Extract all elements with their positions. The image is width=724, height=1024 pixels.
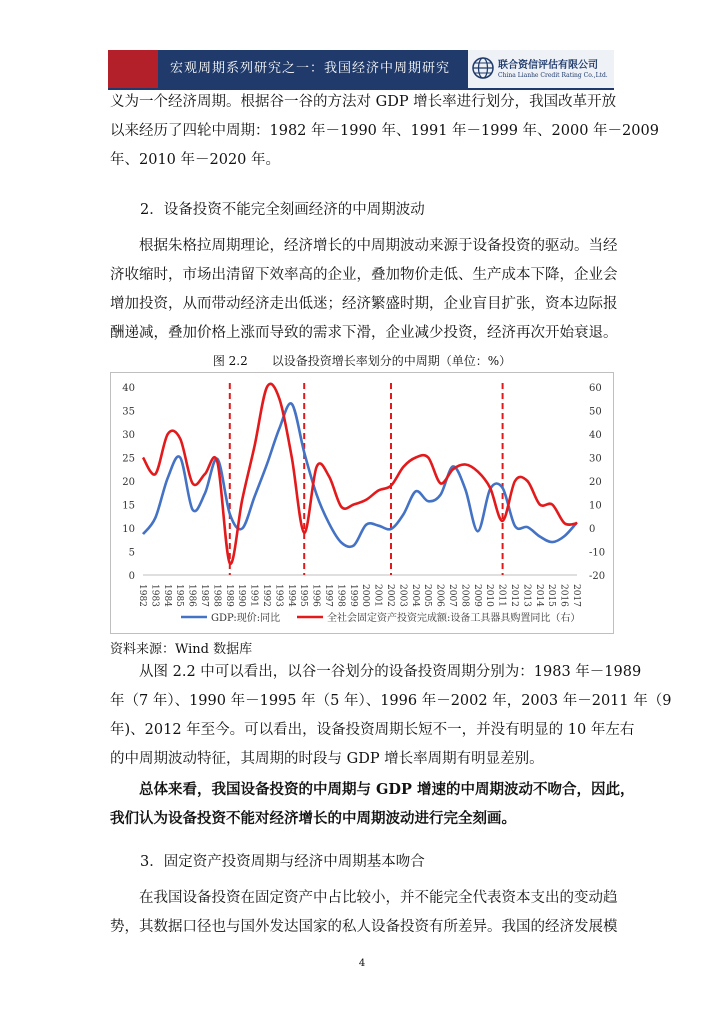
x-tick-label: 1987	[199, 584, 209, 607]
y-right-tick-label: 0	[589, 524, 596, 535]
y-right-tick-label: 30	[589, 453, 602, 465]
x-tick-label: 2013	[521, 584, 532, 607]
x-tick-label: 1994	[285, 584, 296, 607]
page-header	[108, 50, 614, 88]
header-red-block	[108, 50, 158, 88]
y-left-tick-label: 30	[122, 430, 135, 441]
x-tick-label: 1991	[248, 584, 259, 607]
x-tick-label: 2000	[360, 584, 371, 607]
text-line: 以来经历了四轮中周期：1982 年－1990 年、1991 年－1999 年、2000 年－2009	[110, 123, 659, 139]
legend-label-equipment: 全社会固定资产投资完成额:设备工具器具购置同比（右）	[327, 613, 581, 624]
x-tick-label: 2005	[422, 584, 433, 607]
section-heading-3: 3．固定资产投资周期与经济中周期基本吻合	[140, 854, 425, 870]
paragraph-analysis	[110, 658, 672, 774]
x-tick-label: 1996	[310, 584, 321, 607]
logo-company-name-en: China Lianhe Credit Rating Co.,Ltd.	[498, 72, 608, 79]
x-tick-label: 1990	[236, 584, 247, 607]
x-tick-label: 2008	[459, 584, 470, 607]
x-tick-label: 2001	[372, 584, 383, 607]
x-tick-label: 1997	[323, 584, 333, 607]
y-left-tick-label: 0	[128, 571, 135, 582]
y-right-tick-label: 10	[589, 500, 602, 512]
y-right-tick-label: 50	[589, 406, 602, 418]
y-right-tick-label: 60	[589, 383, 602, 394]
y-right-tick-label: -20	[589, 571, 606, 582]
chart-svg	[111, 373, 613, 633]
paragraph-intro	[110, 88, 659, 175]
page-number: 4	[358, 958, 366, 969]
text-line: 义为一个经济周期。根据谷一谷的方法对 GDP 增长率进行划分，我国改革开放	[110, 94, 617, 110]
paragraph-conclusion	[110, 775, 635, 833]
x-tick-label: 2014	[533, 584, 544, 607]
x-tick-label: 1992	[261, 584, 271, 607]
x-tick-label: 1984	[161, 584, 172, 607]
text-line: 的中周期波动特征，其周期的时段与 GDP 增长率周期有明显差别。	[110, 751, 544, 767]
cycle-chart	[110, 372, 614, 634]
paragraph-juglar	[110, 232, 618, 348]
header-title: 宏观周期系列研究之一：我国经济中周期研究	[170, 61, 451, 76]
y-left-tick-label: 40	[122, 383, 135, 394]
x-tick-label: 2007	[447, 584, 457, 607]
company-logo	[468, 50, 614, 88]
text-line: 增加投资，从而带动经济走出低迷；经济繁盛时期，企业盲目扩张，资本边际报	[110, 296, 618, 312]
text-line: 济收缩时，市场出清留下效率高的企业，叠加物价走低、生产成本下降，企业会	[110, 267, 618, 283]
x-tick-label: 1985	[174, 584, 185, 607]
figure-caption: 图 2.2 以设备投资增长率划分的中周期（单位：%）	[212, 354, 512, 368]
y-left-tick-label: 10	[122, 524, 135, 535]
x-tick-label: 2012	[509, 584, 519, 607]
text-line: 总体来看，我国设备投资的中周期与 GDP 增速的中周期波动不吻合，因此，	[139, 781, 635, 798]
text-line: 年)、2012 年至今。可以看出，设备投资周期长短不一，并没有明显的 10 年左右	[110, 722, 635, 738]
x-tick-label: 2004	[409, 584, 420, 607]
section-heading-2: 2．设备投资不能完全刻画经济的中周期波动	[140, 202, 425, 218]
y-left-tick-label: 35	[122, 406, 135, 418]
text-line: 势，其数据口径也与国外发达国家的私人设备投资有所差异。我国的经济发展模	[110, 919, 618, 935]
source-note: 资料来源：Wind 数据库	[110, 642, 253, 657]
text-line: 酬递减，叠加价格上涨而导致的需求下滑，企业减少投资，经济再次开始衰退。	[110, 325, 618, 341]
gdp-series-line	[143, 403, 577, 546]
x-tick-label: 2015	[546, 584, 557, 607]
x-tick-label: 1989	[223, 584, 234, 607]
y-left-tick-label: 20	[122, 477, 135, 488]
text-line: 在我国设备投资在固定资产中占比较小，并不能完全代表资本支出的变动趋	[139, 890, 618, 906]
x-tick-label: 1986	[186, 584, 197, 607]
y-left-tick-label: 5	[128, 547, 135, 559]
x-tick-label: 2003	[397, 584, 408, 607]
x-tick-label: 2016	[558, 584, 569, 607]
text-line: 年、2010 年－2020 年。	[110, 152, 281, 168]
x-tick-label: 2006	[434, 584, 445, 607]
logo-globe-icon	[472, 57, 494, 79]
x-tick-label: 2010	[484, 584, 495, 607]
text-line: 根据朱格拉周期理论，经济增长的中周期波动来源于设备投资的驱动。当经	[139, 238, 618, 254]
x-tick-label: 1982	[137, 584, 147, 607]
x-tick-label: 1993	[273, 584, 284, 607]
text-line: 年（7 年）、1990 年－1995 年（5 年）、1996 年－2002 年，2003 年－2011 年（9	[110, 693, 672, 709]
x-tick-label: 2011	[496, 584, 507, 607]
y-right-tick-label: 20	[589, 477, 602, 488]
logo-company-name: 联合资信评估有限公司	[498, 60, 598, 71]
legend-label-gdp: GDP:现价:同比	[211, 613, 281, 624]
x-tick-label: 1988	[211, 584, 222, 607]
x-tick-label: 1995	[298, 584, 309, 607]
y-right-tick-label: 40	[589, 430, 602, 441]
paragraph-fixed-assets	[110, 884, 618, 942]
x-tick-label: 2017	[571, 584, 581, 607]
x-tick-label: 1999	[347, 584, 358, 607]
y-left-tick-label: 15	[122, 500, 135, 512]
x-tick-label: 2009	[471, 584, 482, 607]
y-left-tick-label: 25	[122, 453, 135, 465]
x-tick-label: 2002	[385, 584, 395, 607]
x-tick-label: 1998	[335, 584, 346, 607]
text-line: 从图 2.2 中可以看出，以谷一谷划分的设备投资周期分别为：1983 年－1989	[139, 664, 642, 680]
x-tick-label: 1983	[149, 584, 160, 607]
text-line: 我们认为设备投资不能对经济增长的中周期波动进行完全刻画。	[110, 810, 516, 827]
y-right-tick-label: -10	[589, 547, 606, 559]
